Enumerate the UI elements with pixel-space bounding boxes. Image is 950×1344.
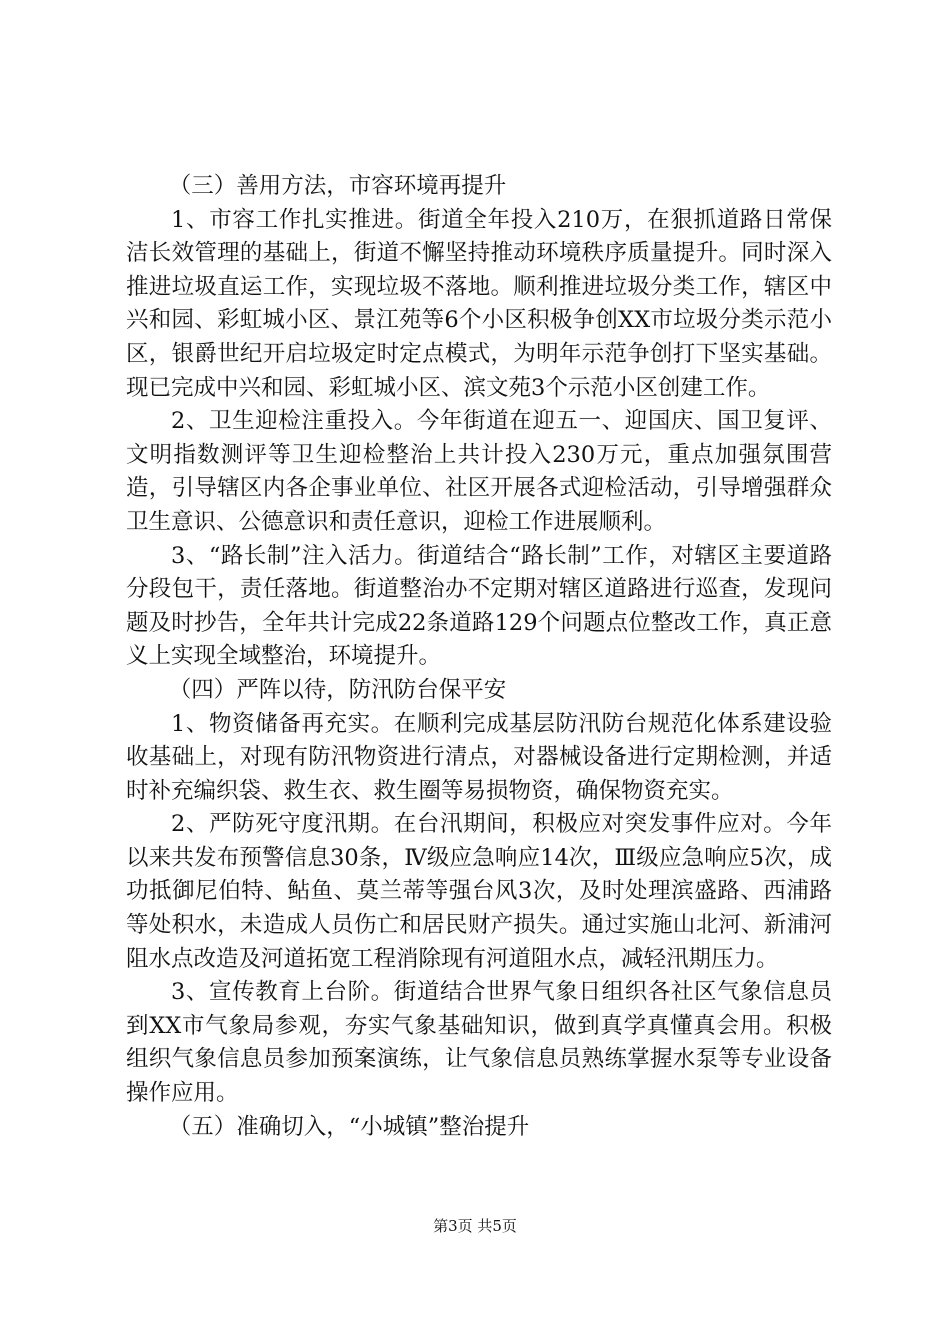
section-heading-3: （三）善用方法，市容环境再提升 bbox=[168, 173, 507, 199]
paragraph-road-chief-system: 3、“路长制”注入活力。街道结合“路长制”工作，对辖区主要道路分段包干，责任落地。街道整治办不定期对辖区道路进行巡查，发现问题及时抄告，全年共计完成22条道路129个问题点位整改工作，真正意义上实现全域整治，环境提升。 bbox=[126, 542, 832, 670]
paragraph-flood-season: 2、严防死守度汛期。在台汛期间，积极应对突发事件应对。今年以来共发布预警信息30条，Ⅳ级应急响应14次，Ⅲ级应急响应5次，成功抵御尼伯特、鲇鱼、莫兰蒂等强台风3次，及时处理滨盛路、西浦路等处积水，未造成人员伤亡和居民财产损失。通过实施山北河、新浦河阻水点改造及河道拓宽工程消除现有河道阻水点，减轻汛期压力。 bbox=[126, 811, 832, 972]
paragraph-market-appearance: 1、市容工作扎实推进。街道全年投入210万，在狠抓道路日常保洁长效管理的基础上，街道不懈坚持推动环境秩序质量提升。同时深入推进垃圾直运工作，实现垃圾不落地。顺利推进垃圾分类工作，辖区中兴和园、彩虹城小区、景江苑等6个小区积极争创XX市垃圾分类示范小区，银爵世纪开启垃圾定时定点模式，为明年示范争创打下坚实基础。现已完成中兴和园、彩虹城小区、滨文苑3个示范小区创建工作。 bbox=[126, 206, 832, 401]
section-heading-5: （五）准确切入，“小城镇”整治提升 bbox=[168, 1113, 530, 1140]
section-heading-4: （四）严阵以待，防汛防台保平安 bbox=[168, 676, 507, 703]
paragraph-sanitation-inspection: 2、卫生迎检注重投入。今年街道在迎五一、迎国庆、国卫复评、文明指数测评等卫生迎检整治上共计投入230万元，重点加强氛围营造，引导辖区内各企事业单位、社区开展各式迎检活动，引导增强群众卫生意识、公德意识和责任意识，迎检工作进展顺利。 bbox=[126, 408, 832, 535]
page-number-footer: 第3页 共5页 bbox=[433, 1217, 517, 1235]
document-body bbox=[126, 170, 832, 1144]
paragraph-material-reserve: 1、物资储备再充实。在顺利完成基层防汛防台规范化体系建设验收基础上，对现有防汛物资进行清点，对器械设备进行定期检测，并适时补充编织袋、救生衣、救生圈等易损物资，确保物资充实。 bbox=[126, 710, 832, 804]
paragraph-publicity-education: 3、宣传教育上台阶。街道结合世界气象日组织各社区气象信息员到XX市气象局参观，夯实气象基础知识，做到真学真懂真会用。积极组织气象信息员参加预案演练，让气象信息员熟练掌握水泵等专业设备操作应用。 bbox=[126, 979, 832, 1107]
